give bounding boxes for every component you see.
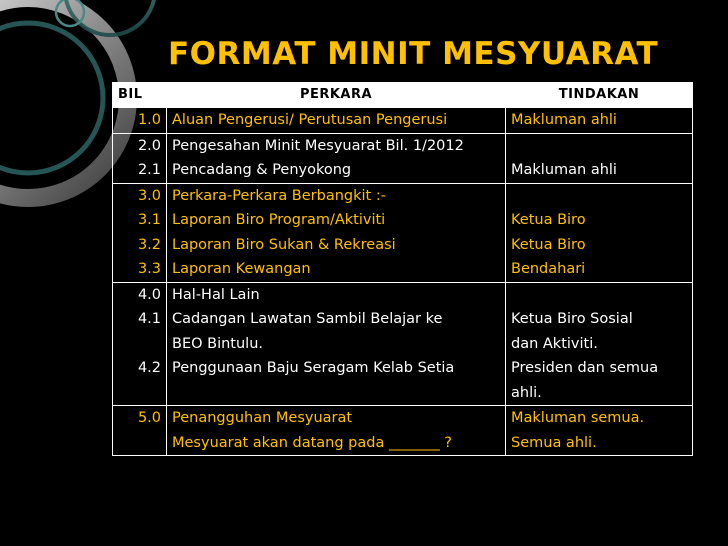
bil-number: 4.0 <box>137 286 161 303</box>
perkara-text: Cadangan Lawatan Sambil Belajar ke <box>172 311 443 327</box>
bil-number: 3.1 <box>137 212 161 228</box>
perkara-text: Aluan Pengerusi/ Perutusan Pengerusi <box>172 112 448 128</box>
bil-cell <box>113 406 167 456</box>
tindakan-text: Makluman ahli <box>511 162 617 178</box>
table-header-row <box>113 83 693 108</box>
tindakan-text: Ketua Biro Sosial <box>511 311 633 327</box>
minutes-format-table <box>112 82 693 456</box>
table-row <box>113 133 693 183</box>
tindakan-text: dan Aktiviti. <box>511 335 598 352</box>
perkara-cell <box>167 108 506 134</box>
table-row <box>113 108 693 134</box>
perkara-text: Laporan Biro Program/Aktiviti <box>172 212 386 228</box>
bil-number <box>118 381 161 406</box>
perkara-cell <box>167 133 506 183</box>
header-perkara: PERKARA <box>167 83 506 108</box>
tindakan-text: Ketua Biro <box>511 236 586 253</box>
bil-cell <box>113 183 167 282</box>
perkara-text: Perkara-Perkara Berbangkit :- <box>172 187 386 204</box>
perkara-text: Laporan Kewangan <box>172 261 311 277</box>
tindakan-text: Presiden dan semua <box>511 360 659 376</box>
perkara-text: Penggunaan Baju Seragam Kelab Setia <box>172 360 455 376</box>
bil-cell <box>113 282 167 406</box>
tindakan-text: Bendahari <box>511 261 586 277</box>
perkara-text: Hal-Hal Lain <box>172 286 260 303</box>
bil-cell <box>113 133 167 183</box>
bil-number <box>118 431 161 456</box>
tindakan-text: Semua ahli. <box>511 434 597 451</box>
table-row <box>113 406 693 456</box>
bil-number: 3.3 <box>137 261 161 277</box>
bil-number: 3.2 <box>137 236 161 253</box>
perkara-cell <box>167 282 506 406</box>
perkara-text: Penangguhan Mesyuarat <box>172 410 353 426</box>
table-row <box>113 282 693 406</box>
perkara-text: Pengesahan Minit Mesyuarat Bil. 1/2012 <box>172 137 464 154</box>
bil-number: 3.0 <box>137 187 161 204</box>
tindakan-cell <box>506 282 693 406</box>
perkara-text: Mesyuarat akan datang pada _______ ? <box>172 434 453 451</box>
table-row <box>113 183 693 282</box>
perkara-cell <box>167 406 506 456</box>
tindakan-text: Makluman semua. <box>511 410 645 426</box>
bil-number: 1.0 <box>137 112 161 128</box>
bil-cell <box>113 108 167 134</box>
tindakan-text: Ketua Biro <box>511 212 586 228</box>
perkara-text <box>172 381 500 406</box>
bil-number <box>118 332 161 357</box>
tindakan-cell <box>506 133 693 183</box>
bil-number: 2.0 <box>137 137 161 154</box>
perkara-cell <box>167 183 506 282</box>
tindakan-cell <box>506 108 693 134</box>
perkara-text: BEO Bintulu. <box>172 335 264 352</box>
bil-number: 4.2 <box>137 360 161 376</box>
tindakan-text <box>511 134 687 159</box>
tindakan-cell <box>506 406 693 456</box>
page-title: FORMAT MINIT MESYUARAT <box>168 36 659 72</box>
perkara-text: Laporan Biro Sukan & Rekreasi <box>172 236 396 253</box>
tindakan-text: Makluman ahli <box>511 112 617 128</box>
tindakan-text <box>511 283 687 308</box>
header-bil: BIL <box>113 83 167 108</box>
tindakan-cell <box>506 183 693 282</box>
bil-number: 4.1 <box>137 311 161 327</box>
tindakan-text: ahli. <box>511 384 542 401</box>
header-tindakan: TINDAKAN <box>506 83 693 108</box>
perkara-text: Pencadang & Penyokong <box>172 162 352 178</box>
bil-number: 2.1 <box>137 162 161 178</box>
bil-number: 5.0 <box>137 410 161 426</box>
tindakan-text <box>511 184 687 209</box>
